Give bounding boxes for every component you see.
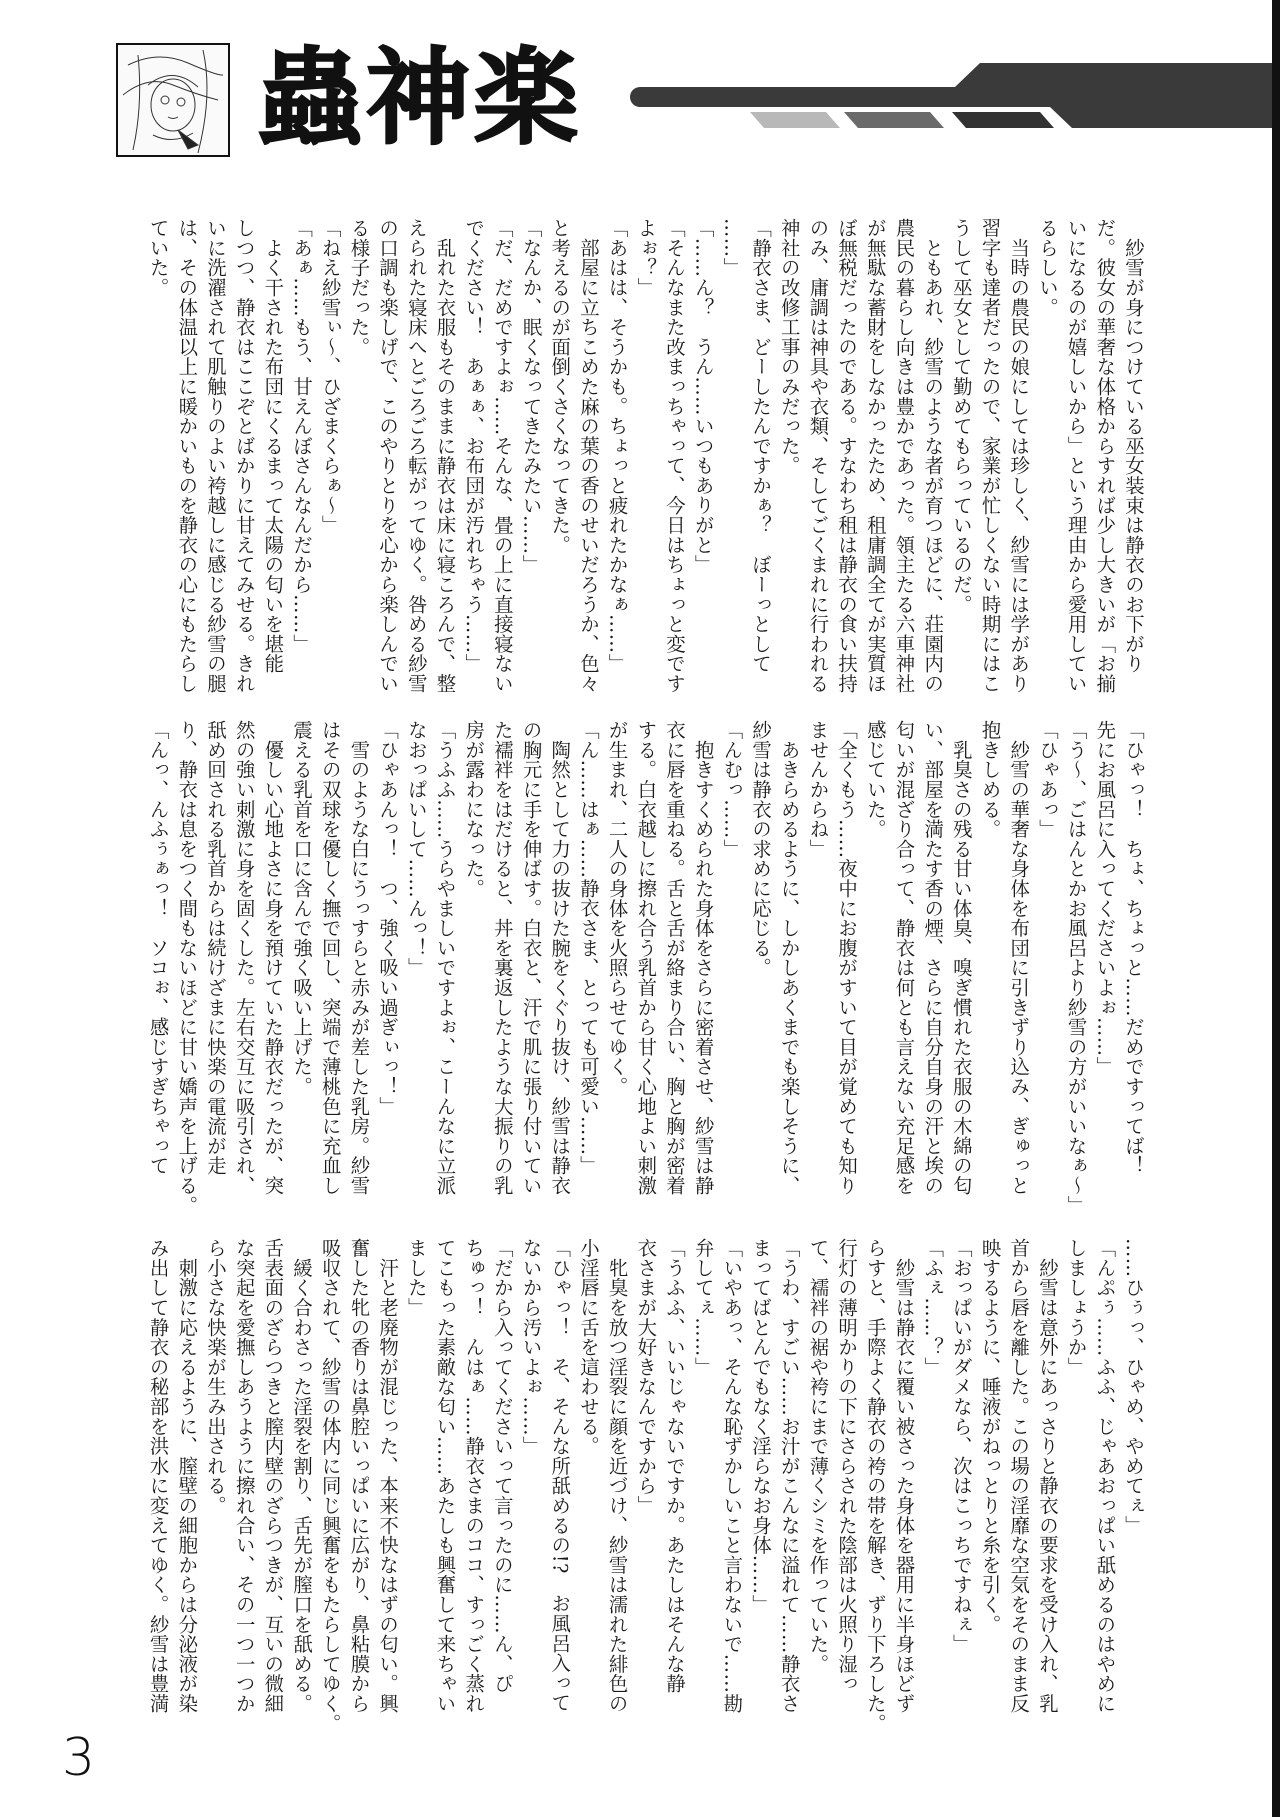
text-column: 「あぁ……もう、甘えんぼさんなんだから……」 bbox=[290, 218, 314, 654]
text-column: 「全くもう……夜中にお腹がすいて目が覚めても知り bbox=[835, 720, 859, 1196]
text-column: ないから汚いよぉ……」 bbox=[519, 1238, 543, 1456]
text-column: 「ひゃっ！ そ、そんな所舐めるの!? お風呂入って bbox=[548, 1238, 572, 1713]
text-column: 乱れた衣服もそのままに静衣は床に寝ころんで、整 bbox=[433, 218, 457, 694]
text-column: 先にお風呂に入ってくださいよぉ……」 bbox=[1093, 720, 1117, 1077]
text-column: 農民の暮らし向きは豊かであった。領主たる六車神社 bbox=[892, 218, 916, 694]
text-column: 匂いが混ざり合って、静衣は何とも言えない充足感を bbox=[892, 720, 916, 1196]
text-column: 陶然として力の抜けた腕をくぐり抜け、紗雪は静衣 bbox=[548, 720, 572, 1196]
text-column: 舌表面のざらつきと膣内壁のざらつきが、互いの微細 bbox=[261, 1238, 285, 1714]
text-column: いになるのが嬉しいから」という理由から愛用してい bbox=[1064, 218, 1088, 694]
header-bar-chip-dark bbox=[952, 112, 1054, 128]
text-column: 「んぷぅ……ふふ、じゃあおっぱい舐めるのはやめに bbox=[1093, 1238, 1117, 1714]
text-column: り、静衣は息をつく間もないほどに甘い嬌声を上げる。 bbox=[175, 720, 199, 1215]
character-illustration-thumbnail bbox=[116, 43, 230, 157]
text-column: 汗と老廃物が混じった、本来不快なはずの匂い。興 bbox=[376, 1238, 400, 1714]
text-column: 「うふふ……うらやましいですよぉ、こーんなに立派 bbox=[433, 720, 457, 1196]
text-column: の胸元に手を伸ばす。白衣と、汗で肌に張り付いてい bbox=[519, 720, 543, 1196]
text-column: 神社の改修工事のみだった。 bbox=[777, 218, 801, 476]
text-column: る様子だった。 bbox=[347, 218, 371, 357]
text-column: よく干された布団にくるまって太陽の匂いを堪能 bbox=[261, 218, 285, 674]
text-column: るらしい。 bbox=[1035, 218, 1059, 317]
text-column: た襦袢をはだけると、丼を裏返したような大振りの乳 bbox=[490, 720, 514, 1196]
text-column: でください！ あぁぁ、お布団が汚れちゃう……」 bbox=[462, 218, 486, 674]
text-column: 「う～、ごはんとかお風呂より紗雪の方がいいなぁ～」 bbox=[1064, 720, 1088, 1215]
text-column: ませんからね」 bbox=[806, 720, 830, 859]
text-column: だ。彼女の華奢な体格からすれば少し大きいが「お揃 bbox=[1093, 218, 1117, 694]
text-column: 紗雪は意外にあっさりと静衣の要求を受け入れ、乳 bbox=[1035, 1238, 1059, 1714]
text-column: 抱きすくめられた身体をさらに密着させ、紗雪は静 bbox=[691, 720, 715, 1196]
text-column: 紗雪は静衣に覆い被さった身体を器用に半身ほどず bbox=[892, 1238, 916, 1714]
text-column: ぼ無税だったのである。すなわち租は静衣の食い扶持 bbox=[835, 218, 859, 694]
text-column: 「ふぇ……？」 bbox=[921, 1238, 945, 1377]
text-band-bottom bbox=[142, 1238, 1147, 1733]
text-column: 「なんか、眠くなってきたみたい……」 bbox=[519, 218, 543, 575]
text-column: 「ねえ紗雪ぃ～、ひざまくらぁ～」 bbox=[318, 218, 342, 535]
text-column: 部屋に立ちこめた麻の葉の香のせいだろうか、色々 bbox=[576, 218, 600, 694]
text-column: 「そんなまた改まっちゃって、今日はちょっと変です bbox=[663, 218, 686, 694]
text-column: が生まれ、二人の身体を火照らせてゆく。 bbox=[605, 720, 629, 1097]
text-column: はその双球を優しく撫で回し、突端で薄桃色に充血し bbox=[318, 720, 342, 1196]
text-column: み出して静衣の秘部を洪水に変えてゆく。紗雪は豊満 bbox=[146, 1238, 170, 1714]
text-column: 「だから入ってくださいって言ったのに……ん、ぴ bbox=[490, 1238, 514, 1694]
text-column: 「ひゃあっ」 bbox=[1035, 720, 1059, 839]
text-column: 「おっぱいがダメなら、次はこっちですねぇ」 bbox=[949, 1238, 973, 1654]
text-column: 震える乳首を口に含んで強く吸い上げた。 bbox=[290, 720, 314, 1097]
text-column: 「いやあっ、そんな恥ずかしいこと言わないで……勘 bbox=[720, 1238, 744, 1714]
text-column: 「んっ、んふぅぁっ！ ソコぉ、感じすぎちゃって bbox=[146, 720, 170, 1176]
text-column: い、部屋を満たす香の煙、さらに自分自身の汗と埃の bbox=[921, 720, 945, 1196]
text-column: 紗雪は静衣の求めに応じる。 bbox=[749, 720, 773, 978]
scan-binding-edge bbox=[1272, 0, 1280, 1817]
text-column: 然の強い刺激に身を固くした。左右交互に吸引され、 bbox=[232, 720, 256, 1196]
text-column: えられた寝床へとごろごろ転がってゆく。咎める紗雪 bbox=[404, 218, 428, 694]
text-column: 当時の農民の娘にしては珍しく、紗雪には学があり bbox=[1007, 218, 1031, 694]
text-band-middle bbox=[142, 720, 1147, 1215]
text-column: 「ひゃっ！ ちょ、ちょっと……だめですってば！ bbox=[1122, 720, 1145, 1176]
header-bar-chip-light bbox=[750, 112, 840, 128]
header-decorative-bar bbox=[630, 55, 1280, 135]
text-column: 首から唇を離した。この場の淫靡な空気をそのまま反 bbox=[1007, 1238, 1031, 1714]
text-column: 房が露わになった。 bbox=[462, 720, 486, 899]
text-column: 刺激に応えるように、膣壁の細胞からは分泌液が染 bbox=[175, 1238, 199, 1714]
text-column: らすと、手際よく静衣の袴の帯を解き、ずり下ろした。 bbox=[863, 1238, 887, 1733]
text-column: 「静衣さま、どーしたんですかぁ？ ぼーっとして bbox=[749, 218, 773, 674]
text-column: な突起を愛撫しあうように擦れ合い、その一つ一つか bbox=[232, 1238, 256, 1714]
text-column: 小淫唇に舌を這わせる。 bbox=[576, 1238, 600, 1456]
text-column: 感じていた。 bbox=[863, 720, 887, 839]
text-column: ていた。 bbox=[146, 218, 170, 298]
text-column: ……ひぅっ、ひゃめ、やめてぇ」 bbox=[1122, 1238, 1145, 1535]
header-bar-main bbox=[630, 63, 1280, 128]
text-column: 紗雪が身につけている巫女装束は静衣のお下がり bbox=[1122, 218, 1145, 674]
text-column: ……」 bbox=[720, 218, 744, 278]
text-column: て、襦袢の裾や袴にまで薄くシミを作っていた。 bbox=[806, 1238, 830, 1674]
text-column: ら小さな快楽が生み出される。 bbox=[204, 1238, 227, 1516]
text-column: 緩く合わさった淫裂を割り、舌先が膣口を舐める。 bbox=[290, 1238, 314, 1714]
story-title: 蟲神楽 bbox=[258, 37, 583, 159]
text-column: 「ん……はぁ……静衣さま、とっても可愛い……」 bbox=[576, 720, 600, 1176]
text-column: が無駄な蓄財をしなかったため、租庸調全てが実質ほ bbox=[863, 218, 887, 694]
text-column: なおっぱいして……んっ！」 bbox=[404, 720, 428, 978]
text-column: 「だ、だめですよぉ……そんな、畳の上に直接寝ない bbox=[490, 218, 514, 694]
text-column: 弁してぇ……」 bbox=[691, 1238, 715, 1377]
text-column: 乳臭さの残る甘い体臭、嗅ぎ慣れた衣服の木綿の匂 bbox=[949, 720, 973, 1196]
text-column: 衣に唇を重ねる。舌と舌が絡まり合い、胸と胸が密着 bbox=[663, 720, 686, 1196]
text-column: 吸収されて、紗雪の体内に同じ興奮をもたらしてゆく。 bbox=[318, 1238, 342, 1733]
text-column: よぉ？」 bbox=[634, 218, 658, 298]
text-column: 映するように、唾液がねっとりと糸を引く。 bbox=[978, 1238, 1002, 1634]
text-column: 奮した牝の香りは鼻腔いっぱいに広がり、鼻粘膜から bbox=[347, 1238, 371, 1714]
text-column: 衣さまが大好きなんですから」 bbox=[634, 1238, 658, 1516]
text-column: ともあれ、紗雪のような者が育つほどに、荘園内の bbox=[921, 218, 945, 694]
text-column: 「……ん？ うん……いつもありがと」 bbox=[691, 218, 715, 575]
text-column: 行灯の薄明かりの下にさらされた陰部は火照り湿っ bbox=[835, 1238, 859, 1694]
text-column: しつつ、静衣はここぞとばかりに甘えてみせる。きれ bbox=[232, 218, 256, 694]
text-column: 「ひゃあんっ！ つ、強く吸い過ぎぃっ！」 bbox=[376, 720, 400, 1116]
text-column: てこもった素敵な匂い……あたしも興奮して来ちゃい bbox=[433, 1238, 457, 1714]
illustration-sketch bbox=[118, 45, 228, 155]
text-column: の口調も楽しげで、このやりとりを心から楽しんでい bbox=[376, 218, 400, 694]
text-column: 雪のような白にうっすらと赤みが差した乳房。紗雪 bbox=[347, 720, 371, 1196]
text-column: する。白衣越しに擦れ合う乳首から甘く心地よい刺激 bbox=[634, 720, 658, 1196]
text-column: 「あはは、そうかも。ちょっと疲れたかなぁ……」 bbox=[605, 218, 629, 674]
page-number: 3 bbox=[62, 1728, 96, 1788]
text-column: うして巫女として勤めてもらっているのだ。 bbox=[949, 218, 973, 614]
text-column: 優しい心地よさに身を預けていた静衣だったが、突 bbox=[261, 720, 285, 1196]
text-column: と考えるのが面倒くさくなってきた。 bbox=[548, 218, 572, 555]
text-column: 紗雪の華奢な身体を布団に引きずり込み、ぎゅっと bbox=[1007, 720, 1031, 1196]
header-bar-chip-mid bbox=[844, 112, 944, 128]
text-column: あきらめるように、しかしあくまでも楽しそうに、 bbox=[777, 720, 801, 1196]
text-column: まってばとんでもなく淫らなお身体……」 bbox=[749, 1238, 773, 1615]
text-column: ました」 bbox=[404, 1238, 428, 1318]
text-column: は、その体温以上に暖かいものを静衣の心にもたらし bbox=[175, 218, 199, 694]
text-column: 牝臭を放つ淫裂に顔を近づけ、紗雪は濡れた緋色の bbox=[605, 1238, 629, 1714]
text-band-top bbox=[142, 218, 1147, 694]
text-column: 抱きしめる。 bbox=[978, 720, 1002, 839]
text-column: のみ、庸調は神具や衣類、そしてごくまれに行われる bbox=[806, 218, 830, 694]
text-column: しましょうか」 bbox=[1064, 1238, 1088, 1377]
text-column: 舐め回される乳首からは続けざまに快楽の電流が走 bbox=[204, 720, 227, 1176]
text-column: 「んむっ……」 bbox=[720, 720, 744, 859]
text-column: ちゅっ！ んはぁ……静衣さまのココ、すっごく蒸れ bbox=[462, 1238, 486, 1714]
text-column: いに洗濯されて肌触りのよい袴越しに感じる紗雪の腿 bbox=[204, 218, 227, 694]
text-column: 習字も達者だったので、家業が忙しくない時期にはこ bbox=[978, 218, 1002, 694]
text-column: 「うわ、すごい……お汁がこんなに溢れて……静衣さ bbox=[777, 1238, 801, 1714]
text-column: 「うふふ、いいじゃないですか。あたしはそんな静 bbox=[663, 1238, 686, 1694]
